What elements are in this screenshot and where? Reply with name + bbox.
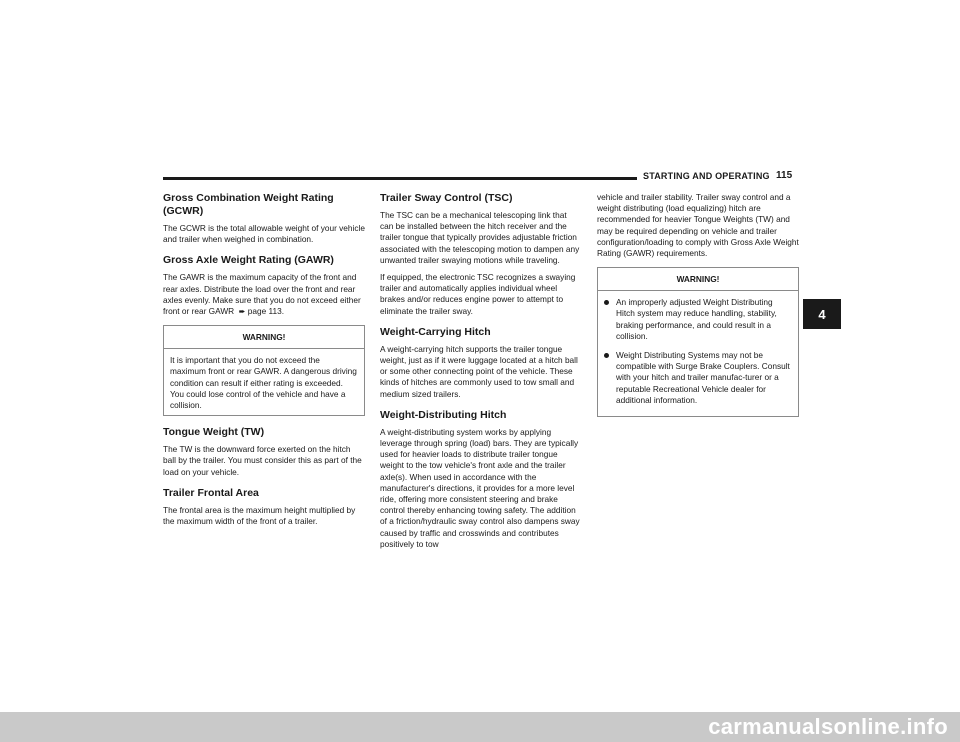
paragraph-gcwr: The GCWR is the total allowable weight of your vehicle and trailer when weighed in combination. [163,223,365,245]
bullet-icon [604,300,609,305]
page-number: 115 [776,170,793,181]
watermark: carmanualsonline.info [0,712,960,742]
paragraph-continued: vehicle and trailer stability. Trailer sway control and a weight distributing (load equalizing) hitch are recommended for heavier Tongue Weights (TW) and may be required depending on vehicle and trailer configuration/loading to comply with Gross Axle Weight Rating (GAWR) requirements. [597,192,799,259]
heading-trailer-frontal-area: Trailer Frontal Area [163,486,259,499]
warning-list-item [604,297,792,342]
heading-weight-distributing-hitch: Weight-Distributing Hitch [380,408,507,421]
paragraph-gawr [163,272,365,317]
paragraph-weight-carrying-hitch: A weight-carrying hitch supports the trailer tongue weight, just as if it were luggage located at a hitch ball or some other connecting point of the vehicle. These kinds of hitches are commonly used to tow small and medium sized trailers. [380,343,578,399]
page-ref-arrow-icon: ➨ [238,307,246,317]
gawr-text: The GAWR is the maximum capacity of the front and rear axles. Distribute the load over the front and rear axles evenly. Make sure that you do not exceed either front or rear GAWR [163,272,361,317]
heading-tsc: Trailer Sway Control (TSC) [380,192,513,204]
paragraph-tsc-1: The TSC can be a mechanical telescoping link that can be installed between the hitch receiver and the trailer tongue that typically provides adjustable friction associated with the telescoping motion to dampen any unwanted trailer swaying motions while traveling. [380,210,580,265]
heading-weight-carrying-hitch: Weight-Carrying Hitch [380,325,491,338]
warning-box-wdh [597,267,799,417]
column-1 [163,192,365,533]
chapter-tab: 4 [803,299,841,329]
warning-title: WARNING! [164,326,364,349]
warning-item-text: Weight Distributing Systems may not be compatible with Surge Brake Couplers. Consult with your hitch and trailer manufac-turer or a reputable Recreational Vehicle dealer for additional information. [616,350,790,405]
warning-text: It is important that you do not exceed the maximum front or rear GAWR. A dangerous driving condition can result if either rating is exceeded. You could lose control of the vehicle and have a collision. [170,355,357,411]
heading-gawr: Gross Axle Weight Rating (GAWR) [163,254,334,267]
warning-list-item [604,350,792,406]
warning-box-gawr [163,325,365,416]
warning-title: WARNING! [598,268,798,291]
bullet-icon [604,353,609,358]
paragraph-weight-distributing-hitch: A weight-distributing system works by applying leverage through spring (load) bars. They are typically used for heavier loads to distribute trailer tongue weight to the tow vehicle's front axle and the trailer axle(s). When used in accordance with the manufacturer's directions, it provides for a more level ride, offering more consistent steering and brake control thereby enhancing towing safety. The addition of a friction/hydraulic sway control also dampens sway caused by traffic and crosswinds and contributes positively to tow [380,426,580,549]
paragraph-tsc-2: If equipped, the electronic TSC recognizes a swaying trailer and automatically applies individual wheel brakes and/or reduces engine power to attempt to eliminate the trailer sway. [380,272,576,316]
column-3 [597,192,799,427]
column-2 [380,192,582,556]
section-title: STARTING AND OPERATING [637,171,776,181]
heading-tongue-weight: Tongue Weight (TW) [163,426,265,439]
paragraph-tongue-weight: The TW is the downward force exerted on the hitch ball by the trailer. You must consider this as part of the load on your vehicle. [163,444,362,477]
page-ref-link[interactable]: page 113. [247,306,285,317]
paragraph-trailer-frontal-area: The frontal area is the maximum height multiplied by the maximum width of the front of a trailer. [163,504,356,527]
warning-item-text: An improperly adjusted Weight Distributing Hitch system may reduce handling, stability, braking performance, and could result in a collision. [616,297,777,341]
heading-gcwr: Gross Combination Weight Rating (GCWR) [163,192,334,217]
warning-list [598,291,798,416]
